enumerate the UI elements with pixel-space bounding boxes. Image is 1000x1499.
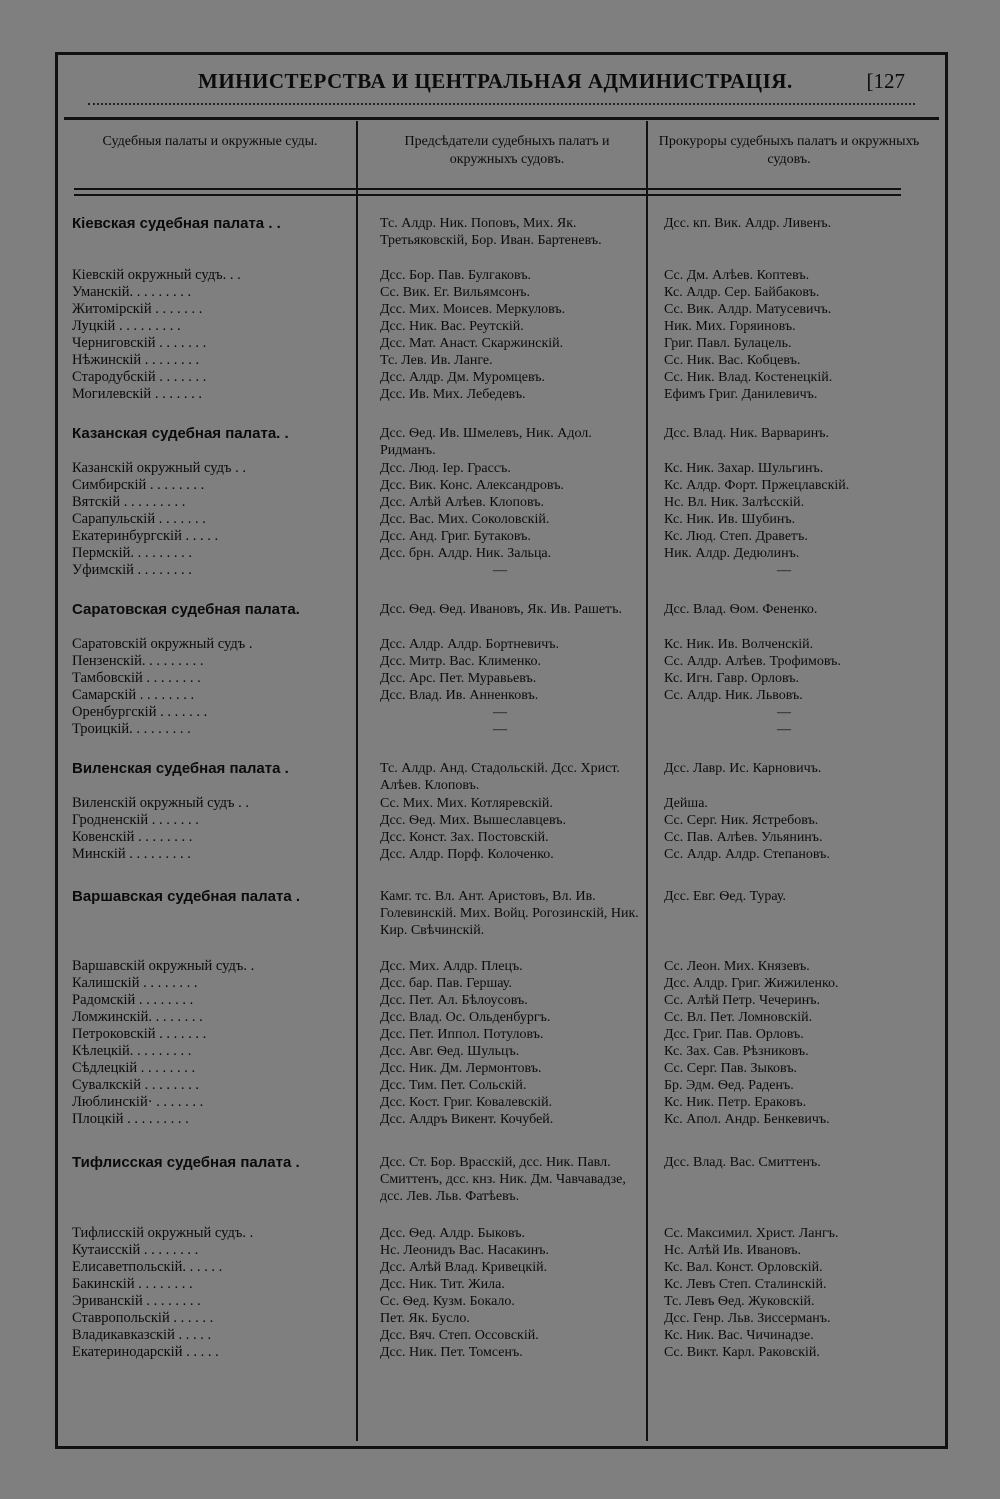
prosecutor-name: Сс. Ник. Вас. Кобцевъ.	[664, 353, 801, 368]
prosecutor-name: Тс. Левъ Ѳед. Жуковскій.	[664, 1294, 815, 1309]
prosecutor-name: Дсс. Влад. Вас. Смиттенъ.	[664, 1155, 821, 1170]
court-name-district: Ставропольскій . . . . . .	[72, 1310, 214, 1326]
prosecutor-name: Дсс. Влад. Ник. Варваринъ.	[664, 426, 829, 441]
column-header-courts: Судебныя палаты и окружные суды.	[102, 134, 318, 149]
chairman-name: Пет. Як. Бусло.	[380, 1311, 470, 1326]
prosecutor-name: Кс. Ник. Ив. Волченскій.	[664, 637, 814, 652]
prosecutor-name: Сс. Максимил. Христ. Лангъ.	[664, 1226, 839, 1241]
court-name-district: Кутаисскій . . . . . . . .	[72, 1242, 199, 1258]
chairman-name: Дсс. Ѳед. Ѳед. Ивановъ, Як. Ив. Рашетъ.	[380, 602, 622, 617]
prosecutor-name: Сс. Дм. Алѣев. Коптевъ.	[664, 268, 810, 283]
court-name-district: Ломжинскій. . . . . . . .	[72, 1009, 203, 1025]
court-name-district: Тамбовскій . . . . . . . .	[72, 670, 201, 686]
court-name-district: Вятскій . . . . . . . . .	[72, 494, 186, 510]
chairman-name: Дсс. Пет. Ал. Бѣлоусовъ.	[380, 993, 528, 1008]
chairman-name: —	[493, 722, 507, 737]
chairman-name: Дсс. Арс. Пет. Муравьевъ.	[380, 671, 537, 686]
chairman-name: Дсс. Ѳед. Мих. Вышеславцевъ.	[380, 813, 566, 828]
chairman-name: Дсс. Ив. Мих. Лебедевъ.	[380, 387, 526, 402]
prosecutor-name: Кс. Люд. Степ. Драветъ.	[664, 529, 808, 544]
chairman-name: Дсс. Вик. Конс. Александровъ.	[380, 478, 564, 493]
prosecutor-name: Дсс. Алдр. Григ. Жижиленко.	[664, 976, 839, 991]
court-name-district: Черниговскій . . . . . . .	[72, 335, 207, 351]
column-divider-1	[356, 121, 358, 1441]
prosecutor-name: Сс. Серг. Пав. Зыковъ.	[664, 1061, 798, 1076]
prosecutor-name: Кс. Апол. Андр. Бенкевичъ.	[664, 1112, 830, 1127]
chairman-name: Сс. Мих. Мих. Котляревскій.	[380, 796, 553, 811]
court-name-district: Плоцкій . . . . . . . . .	[72, 1111, 189, 1127]
chairman-name: Дсс. Бор. Пав. Булгаковъ.	[380, 268, 532, 283]
court-name-district: Луцкій . . . . . . . . .	[72, 318, 181, 334]
chairman-name: Тс. Лев. Ив. Ланге.	[380, 353, 493, 368]
prosecutor-name: —	[777, 563, 791, 578]
court-name-district: Уманскій. . . . . . . . .	[72, 284, 192, 300]
chairman-name: Дсс. Алѣй Алѣев. Клоповъ.	[380, 495, 545, 510]
chairman-name: —	[493, 563, 507, 578]
court-name-district: Эриванскій . . . . . . . .	[72, 1293, 201, 1309]
chairman-name: Дсс. Алдр. Дм. Муромцевъ.	[380, 370, 546, 385]
prosecutor-name: Сс. Алдр. Алдр. Степановъ.	[664, 847, 830, 862]
chairman-name: Дсс. Анд. Григ. Бутаковъ.	[380, 529, 531, 544]
prosecutor-name: Кс. Алдр. Сер. Байбаковъ.	[664, 285, 820, 300]
court-name-chamber: Казанская судебная палата. .	[72, 425, 289, 442]
prosecutor-name: —	[777, 722, 791, 737]
court-name-district: Минскій . . . . . . . . .	[72, 846, 191, 862]
chairman-name: Дсс. Ник. Дм. Лермонтовъ.	[380, 1061, 542, 1076]
court-name-district: Житомірскій . . . . . . .	[72, 301, 203, 317]
prosecutor-name: Нс. Алѣй Ив. Ивановъ.	[664, 1243, 801, 1258]
court-name-district: Владикавказскій . . . . .	[72, 1327, 212, 1343]
chairman-name: Дсс. Вас. Мих. Соколовскій.	[380, 512, 550, 527]
prosecutor-name: Сс. Алдр. Алѣев. Трофимовъ.	[664, 654, 841, 669]
court-name-district: Симбирскій . . . . . . . .	[72, 477, 205, 493]
prosecutor-name: Ник. Мих. Горяиновъ.	[664, 319, 796, 334]
court-name-district: Петроковскій . . . . . . .	[72, 1026, 207, 1042]
court-name-district: Стародубскій . . . . . . .	[72, 369, 207, 385]
prosecutor-name: Сс. Вик. Алдр. Матусевичъ.	[664, 302, 832, 317]
chairman-name: Камг. тс. Вл. Ант. Аристовъ, Вл. Ив. Голевинскій. Мих. Войц. Рогозинскій, Ник. Кир. Свѣчинскій.	[380, 889, 639, 938]
prosecutor-name: Кс. Ник. Петр. Ераковъ.	[664, 1095, 807, 1110]
court-name-district: Пензенскій. . . . . . . . .	[72, 653, 204, 669]
court-name-district: Ковенскій . . . . . . . .	[72, 829, 193, 845]
chairman-name: Дсс. Митр. Вас. Клименко.	[380, 654, 541, 669]
prosecutor-name: Сс. Вл. Пет. Ломновскій.	[664, 1010, 813, 1025]
chairman-name: Дсс. Мих. Моисев. Меркуловъ.	[380, 302, 566, 317]
prosecutor-name: Кс. Ник. Вас. Чичинадзе.	[664, 1328, 814, 1343]
court-name-district: Саратовскій окружный судъ .	[72, 636, 253, 652]
court-name-district: Могилевскій . . . . . . .	[72, 386, 202, 402]
prosecutor-name: Ефимъ Григ. Данилевичъ.	[664, 387, 818, 402]
chairman-name: Дсс. Алдръ Викент. Кочубей.	[380, 1112, 554, 1127]
court-name-district: Тифлисскій окружный судъ. .	[72, 1225, 254, 1241]
header-rule	[64, 117, 939, 120]
column-header-prosecutors: Прокуроры судебныхъ палатъ и окружныхъ судовъ.	[658, 134, 920, 167]
court-name-chamber: Кіевская судебная палата . .	[72, 215, 281, 232]
prosecutor-name: Дсс. кп. Вик. Алдр. Ливенъ.	[664, 216, 832, 231]
prosecutor-name: Кс. Левъ Степ. Сталинскій.	[664, 1277, 827, 1292]
chairman-name: Дсс. Влад. Ос. Ольденбургъ.	[380, 1010, 551, 1025]
chairman-name: Сс. Вик. Ег. Вильямсонъ.	[380, 285, 531, 300]
page-header	[58, 65, 945, 105]
chairman-name: Дсс. Мат. Анаст. Скаржинскій.	[380, 336, 564, 351]
court-name-chamber: Варшавская судебная палата .	[72, 888, 301, 905]
prosecutor-name: Ник. Алдр. Дедюлинъ.	[664, 546, 800, 561]
chairman-name: Дсс. бар. Пав. Гершау.	[380, 976, 512, 991]
chairman-name: Дсс. Пет. Иппол. Потуловъ.	[380, 1027, 544, 1042]
court-name-district: Радомскій . . . . . . . .	[72, 992, 194, 1008]
chairman-name: Дсс. Вяч. Степ. Оссовскій.	[380, 1328, 539, 1343]
column-header-rule-top	[74, 188, 901, 190]
court-name-district: Екатеринбургскій . . . . .	[72, 528, 219, 544]
prosecutor-name: Григ. Павл. Булацель.	[664, 336, 792, 351]
prosecutor-name: Кс. Игн. Гавр. Орловъ.	[664, 671, 800, 686]
chairman-name: Дсс. Ник. Тит. Жила.	[380, 1277, 505, 1292]
court-name-district: Кѣлецкій. . . . . . . . .	[72, 1043, 192, 1059]
chairman-name: Дсс. Авг. Ѳед. Шульцъ.	[380, 1044, 520, 1059]
prosecutor-name: Сс. Алдр. Ник. Львовъ.	[664, 688, 803, 703]
chairman-name: Дсс. Алдр. Алдр. Бортневичъ.	[380, 637, 559, 652]
court-name-district: Виленскій окружный судъ . .	[72, 795, 250, 811]
chairman-name: —	[493, 705, 507, 720]
court-name-district: Бакинскій . . . . . . . .	[72, 1276, 193, 1292]
court-name-chamber: Виленская судебная палата .	[72, 760, 289, 777]
chairman-name: Сс. Ѳед. Кузм. Бокало.	[380, 1294, 515, 1309]
column-header-rule-bottom	[74, 194, 901, 196]
prosecutor-name: Нс. Вл. Ник. Залѣсскій.	[664, 495, 805, 510]
prosecutor-name: Дейша.	[664, 796, 708, 811]
court-name-district: Сѣдлецкій . . . . . . . .	[72, 1060, 196, 1076]
court-name-district: Кіевскій окружный судъ. . .	[72, 267, 241, 283]
court-name-district: Нѣжинскій . . . . . . . .	[72, 352, 200, 368]
chairman-name: Дсс. Люд. Іер. Грассъ.	[380, 461, 511, 476]
chairman-name: Дсс. Ѳед. Ив. Шмелевъ, Ник. Адол. Ридманъ.	[380, 426, 592, 458]
prosecutor-name: Дсс. Генр. Льв. Зиссерманъ.	[664, 1311, 831, 1326]
chairman-name: Дсс. Ник. Вас. Реутскій.	[380, 319, 524, 334]
court-name-district: Гродненскій . . . . . . .	[72, 812, 199, 828]
court-name-district: Пермскій. . . . . . . . .	[72, 545, 193, 561]
chairman-name: Дсс. Алѣй Влад. Кривецкій.	[380, 1260, 548, 1275]
chairman-name: Дсс. брн. Алдр. Ник. Зальца.	[380, 546, 552, 561]
prosecutor-name: Сс. Ник. Влад. Костенецкій.	[664, 370, 833, 385]
chairman-name: Дсс. Кост. Григ. Ковалевскій.	[380, 1095, 553, 1110]
chairman-name: Дсс. Конст. Зах. Постовскій.	[380, 830, 549, 845]
chairman-name: Дсс. Влад. Ив. Анненковъ.	[380, 688, 539, 703]
prosecutor-name: Сс. Пав. Алѣев. Ульянинъ.	[664, 830, 823, 845]
prosecutor-name: Сс. Алѣй Петр. Чечеринъ.	[664, 993, 820, 1008]
page-title: МИНИСТЕРСТВА И ЦЕНТРАЛЬНАЯ АДМИНИСТРАЦІЯ.	[198, 69, 793, 93]
chairman-name: Дсс. Ѳед. Алдр. Быковъ.	[380, 1226, 525, 1241]
column-divider-2	[646, 121, 648, 1441]
prosecutor-name: Кс. Ник. Захар. Шульгинъ.	[664, 461, 824, 476]
court-name-district: Оренбургскій . . . . . . .	[72, 704, 208, 720]
court-name-district: Троицкій. . . . . . . . .	[72, 721, 191, 737]
column-header-chairmen: Предсѣдатели судебныхъ палатъ и окружныхъ судовъ.	[404, 134, 610, 167]
page-frame	[55, 52, 948, 1449]
court-name-chamber: Саратовская судебная палата.	[72, 601, 300, 618]
prosecutor-name: Кс. Зах. Сав. Рѣзниковъ.	[664, 1044, 809, 1059]
court-name-district: Сувалкскій . . . . . . . .	[72, 1077, 199, 1093]
prosecutor-name: Кс. Алдр. Форт. Пржецлавскій.	[664, 478, 850, 493]
chairman-name: Тс. Алдр. Ник. Поповъ, Мих. Як. Третьяковскій, Бор. Иван. Бартеневъ.	[380, 216, 602, 248]
court-name-chamber: Тифлисская судебная палата .	[72, 1154, 300, 1171]
court-name-district: Самарскій . . . . . . . .	[72, 687, 195, 703]
court-name-district: Калишскій . . . . . . . .	[72, 975, 198, 991]
prosecutor-name: Дсс. Влад. Ѳом. Фененко.	[664, 602, 818, 617]
prosecutor-name: Бр. Эдм. Ѳед. Раденъ.	[664, 1078, 794, 1093]
court-name-district: Екатеринодарскій . . . . .	[72, 1344, 219, 1360]
chairman-name: Дсс. Тим. Пет. Сольскій.	[380, 1078, 527, 1093]
chairman-name: Дсс. Ник. Пет. Томсенъ.	[380, 1345, 523, 1360]
court-name-district: Казанскій окружный судъ . .	[72, 460, 247, 476]
header-ornament-rule	[88, 103, 915, 111]
chairman-name: Дсс. Ст. Бор. Врасскій, дсс. Ник. Павл. Смиттенъ, дсс. кнз. Ник. Дм. Чавчавадзе, дсс. Лев. Льв. Фатѣевъ.	[380, 1155, 626, 1204]
prosecutor-name: Кс. Ник. Ив. Шубинъ.	[664, 512, 796, 527]
court-name-district: Люблинскій· . . . . . . .	[72, 1094, 204, 1110]
chairman-name: Нс. Леонидъ Вас. Насакинъ.	[380, 1243, 549, 1258]
prosecutor-name: Кс. Вал. Конст. Орловскій.	[664, 1260, 823, 1275]
page-number: [127	[866, 69, 905, 93]
court-name-district: Сарапульскій . . . . . . .	[72, 511, 206, 527]
chairman-name: Дсс. Алдр. Порф. Колоченко.	[380, 847, 554, 862]
chairman-name: Дсс. Мих. Алдр. Плецъ.	[380, 959, 523, 974]
prosecutor-name: Дсс. Лавр. Ис. Карновичъ.	[664, 761, 822, 776]
prosecutor-name: Сс. Викт. Карл. Раковскій.	[664, 1345, 820, 1360]
prosecutor-name: Сс. Серг. Ник. Ястребовъ.	[664, 813, 819, 828]
chairman-name: Тс. Алдр. Анд. Стадольскій. Дсс. Христ. Алѣев. Клоповъ.	[380, 761, 620, 793]
prosecutor-name: Дсс. Евг. Ѳед. Турау.	[664, 889, 787, 904]
court-name-district: Елисаветпольскій. . . . . .	[72, 1259, 223, 1275]
prosecutor-name: Сс. Леон. Мих. Князевъ.	[664, 959, 810, 974]
prosecutor-name: —	[777, 705, 791, 720]
court-name-district: Уфимскій . . . . . . . .	[72, 562, 192, 578]
court-name-district: Варшавскій окружный судъ. .	[72, 958, 255, 974]
prosecutor-name: Дсс. Григ. Пав. Орловъ.	[664, 1027, 804, 1042]
